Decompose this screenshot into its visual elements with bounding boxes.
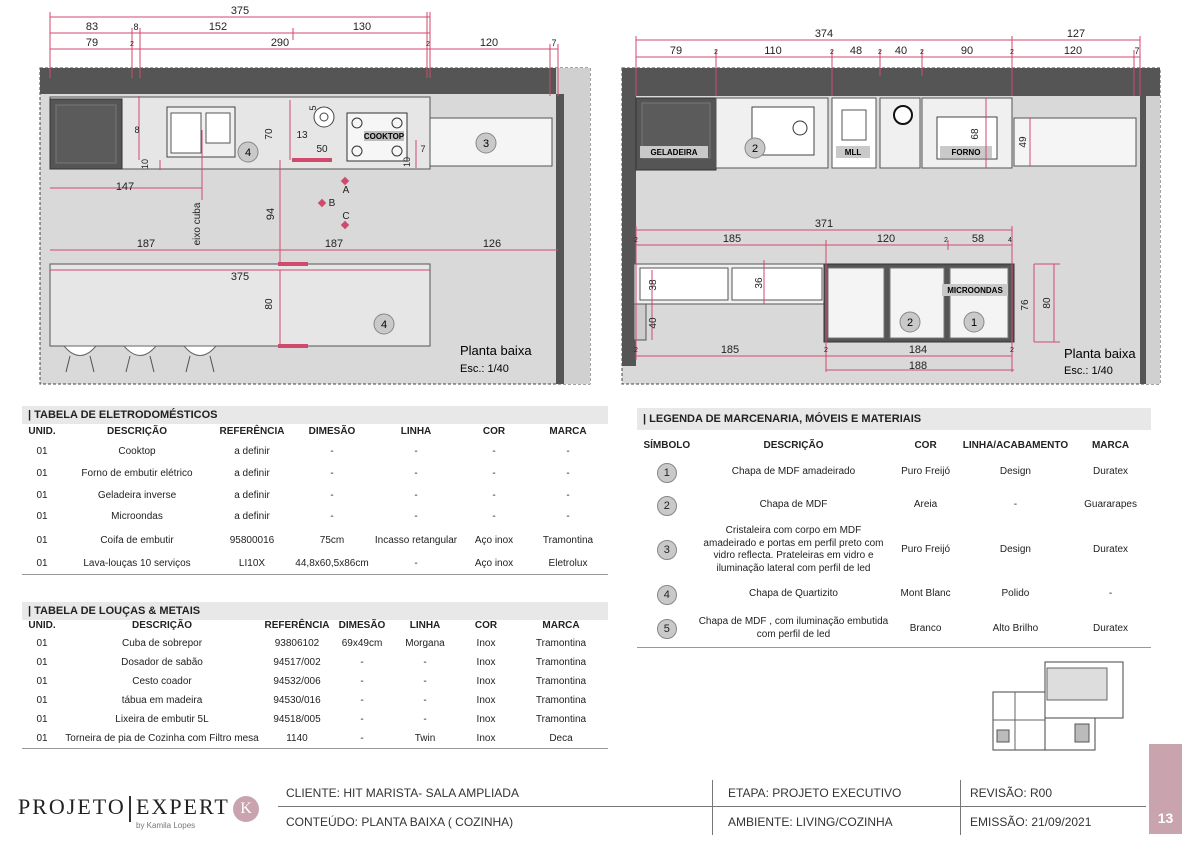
cell: Forno de embutir elétrico — [81, 467, 193, 479]
cell: Areia — [913, 499, 938, 511]
header-unid: UNID. — [28, 426, 56, 437]
r-dim-184: 184 — [908, 344, 928, 356]
r-dim-2c: 2 — [878, 49, 882, 56]
r-dim-110: 110 — [764, 45, 782, 57]
r-dim-2a: 2 — [714, 49, 718, 56]
cell: Guararapes — [1084, 499, 1137, 511]
brand-name-2: EXPERT — [136, 794, 230, 819]
cell: 01 — [36, 445, 48, 457]
label-geladeira: GELADEIRA — [650, 148, 698, 157]
cell: a definir — [234, 489, 270, 501]
table-row — [637, 489, 1151, 522]
dim-top-2b: 2 — [426, 41, 430, 48]
cell: - — [566, 445, 570, 457]
cell: - — [492, 445, 496, 457]
dim-top-8: 8 — [133, 22, 139, 32]
header-linha: LINHA — [400, 426, 432, 437]
footer-revisao: REVISÃO: R00 — [970, 786, 1053, 800]
cell: - — [414, 445, 418, 457]
footer-cliente: CLIENTE: HIT MARISTA- SALA AMPLIADA — [286, 786, 519, 800]
footer-vdivider-2 — [960, 780, 961, 835]
table-row — [637, 522, 1151, 578]
cell: - — [414, 510, 418, 522]
r-dim-2d: 2 — [920, 49, 924, 56]
table-row — [22, 672, 608, 691]
cell: Morgana — [405, 638, 445, 649]
cell: Inox — [458, 729, 514, 748]
table-row — [22, 729, 608, 748]
cell: 94518/005 — [273, 714, 321, 725]
page-number-tab — [1149, 744, 1182, 834]
cell: Polido — [1001, 588, 1030, 600]
header-referencia: REFERÊNCIA — [219, 426, 285, 437]
r-dim-7: 7 — [1134, 46, 1140, 56]
cell: 44,8x60,5x86cm — [292, 554, 372, 574]
point-a: A — [342, 185, 350, 196]
cell: Inox — [476, 695, 496, 706]
table-row — [22, 634, 608, 653]
cell: 01 — [36, 695, 48, 706]
key-plan-thumbnail — [985, 660, 1125, 756]
footer-etapa: ETAPA: PROJETO EXECUTIVO — [728, 786, 902, 800]
header-dimesao: DIMESÃO — [308, 426, 356, 437]
right-plan-label: Planta baixa — [1064, 346, 1136, 361]
cell: Incasso retangular — [374, 534, 458, 546]
footer-vdivider-1 — [712, 780, 713, 835]
cell: 01 — [22, 729, 62, 748]
cell: Alto Brilho — [961, 611, 1070, 647]
cell: Chapa de Quartizito — [749, 588, 838, 600]
dim-cab-5: 5 — [308, 105, 318, 111]
header-descricao: DESCRIÇÃO — [106, 426, 167, 437]
cell: Torneira de pia de Cozinha com Filtro mesa — [62, 729, 262, 748]
cell: Lava-louças 10 serviços — [62, 554, 212, 574]
dim-cab-7: 7 — [420, 144, 426, 154]
symbol-4-counter: 4 — [244, 147, 252, 159]
cell: - — [330, 510, 334, 522]
table-row — [22, 554, 608, 574]
cell: 01 — [36, 638, 48, 649]
r-symbol-2-lower: 2 — [906, 317, 914, 329]
cell: - — [360, 714, 364, 725]
cell: Cristaleira com corpo em MDF amadeirado e portas em perfil preto com vidro reflecta. Prateleiras em vidro e iluminação lateral com perfil de led — [703, 525, 884, 574]
r-dim-4: 4 — [1008, 237, 1012, 244]
brand-divider — [129, 796, 131, 822]
page-number: 13 — [1157, 810, 1174, 826]
cell: - — [423, 676, 427, 687]
dim-top-79: 79 — [85, 37, 99, 49]
label-forno: FORNO — [951, 148, 981, 157]
cell: Twin — [392, 729, 458, 748]
cell: 69x49cm — [341, 638, 383, 649]
cell: 01 — [36, 534, 48, 546]
r-dim-68: 68 — [970, 128, 981, 140]
right-plan-scale: Esc.: 1/40 — [1064, 365, 1113, 377]
symbol-3: 3 — [482, 138, 490, 150]
r-symbol-1: 1 — [970, 317, 978, 329]
cell: - — [566, 489, 570, 501]
table-row — [637, 456, 1151, 489]
header-cor: COR — [914, 439, 937, 451]
cell: - — [492, 489, 496, 501]
cell: Mont Blanc — [900, 588, 951, 600]
cell: Lixeira de embutir 5L — [115, 714, 209, 725]
cell: Aço inox — [460, 554, 528, 574]
brand-k-icon: K — [233, 796, 259, 822]
left-plan-label: Planta baixa — [460, 343, 532, 358]
dim-top-120: 120 — [479, 37, 499, 49]
r-dim-bot-2a: 2 — [634, 347, 638, 354]
legend-symbol: 3 — [657, 540, 677, 560]
table-row — [22, 691, 608, 710]
cell: Tramontina — [535, 676, 587, 687]
r-dim-185a: 185 — [722, 233, 742, 245]
r-dim-58: 58 — [971, 233, 985, 245]
cell: Tramontina — [535, 638, 587, 649]
dim-cab-50: 50 — [316, 144, 328, 155]
r-dim-mid-2b: 2 — [944, 237, 948, 244]
cell: a definir — [234, 445, 270, 457]
cell: Inox — [476, 714, 496, 725]
header-simbolo: SÍMBOLO — [643, 439, 691, 451]
cell: 1140 — [262, 729, 332, 748]
point-c: C — [342, 211, 350, 222]
dim-top-2a: 2 — [130, 41, 134, 48]
cell: tábua em madeira — [121, 695, 203, 706]
r-dim-120b: 120 — [876, 233, 896, 245]
cell: Cesto coador — [132, 676, 192, 687]
table-row — [22, 440, 608, 462]
cell: 01 — [36, 467, 48, 479]
brand-subtitle: by Kamila Lopes — [136, 821, 196, 830]
r-dim-bot-2b: 2 — [824, 347, 828, 354]
cell: - — [1108, 588, 1113, 600]
dim-island-375: 375 — [230, 271, 250, 283]
cell: 75cm — [319, 534, 345, 546]
header-cor: COR — [482, 426, 506, 437]
r-dim-40b: 40 — [648, 317, 659, 329]
header-marca: MARCA — [1091, 439, 1130, 451]
dim-cab-70: 70 — [264, 128, 275, 140]
r-dim-374: 374 — [814, 28, 834, 40]
cell: - — [360, 657, 364, 668]
cell: - — [330, 467, 334, 479]
r-dim-127: 127 — [1066, 28, 1086, 40]
header-descricao: DESCRIÇÃO — [763, 439, 824, 451]
table-row — [22, 526, 608, 554]
header-cor: COR — [474, 620, 498, 631]
r-dim-371: 371 — [814, 218, 834, 230]
r-dim-40: 40 — [894, 45, 908, 57]
r-dim-48: 48 — [849, 45, 863, 57]
dim-island-80: 80 — [264, 298, 275, 310]
cell: Duratex — [1070, 611, 1151, 647]
cooktop-label: COOKTOP — [363, 132, 405, 141]
header-unid: UNID. — [28, 620, 56, 631]
dim-top-290: 290 — [270, 37, 290, 49]
r-dim-120: 120 — [1063, 45, 1083, 57]
r-dim-76: 76 — [1020, 299, 1031, 311]
cell: Tramontina — [535, 657, 587, 668]
cell: a definir — [234, 510, 270, 522]
cell: Cooktop — [118, 445, 156, 457]
cell: LI10X — [212, 554, 292, 574]
header-referencia: REFERÊNCIA — [264, 620, 330, 631]
cell: - — [566, 467, 570, 479]
legend-symbol: 4 — [657, 585, 677, 605]
cell: - — [423, 657, 427, 668]
cell: 93806102 — [274, 638, 320, 649]
cell: Chapa de MDF amadeirado — [731, 466, 856, 478]
cell: Dosador de sabão — [121, 657, 203, 668]
header-marca: MARCA — [549, 426, 587, 437]
cell: - — [414, 467, 418, 479]
table-row — [22, 710, 608, 729]
header-linha: LINHA — [409, 620, 441, 631]
header-dimesao: DIMESÃO — [338, 620, 386, 631]
cell: Inox — [476, 638, 496, 649]
table-row — [22, 462, 608, 484]
cell: - — [1013, 499, 1018, 511]
r-symbol-2-upper: 2 — [751, 143, 759, 155]
cell: 01 — [36, 489, 48, 501]
cell: 94517/002 — [273, 657, 321, 668]
r-dim-49: 49 — [1018, 136, 1029, 148]
dim-cab-13: 13 — [296, 130, 308, 141]
r-dim-188: 188 — [908, 360, 928, 372]
cell: Chapa de MDF , com iluminação embutida com perfil de led — [697, 611, 891, 647]
footer-ambiente: AMBIENTE: LIVING/COZINHA — [728, 815, 893, 829]
dim-cab-8: 8 — [134, 125, 140, 135]
footer-emissao: EMISSÃO: 21/09/2021 — [970, 815, 1092, 829]
cell: Design — [999, 466, 1031, 478]
r-dim-mid-2: 2 — [634, 237, 638, 244]
cell: Aço inox — [474, 534, 514, 546]
dim-top-83: 83 — [85, 21, 99, 33]
cell: Tramontina — [535, 695, 587, 706]
cell: Coifa de embutir — [100, 534, 174, 546]
cell: 01 — [36, 714, 48, 725]
r-dim-36: 36 — [754, 277, 765, 289]
legend-table — [637, 434, 1151, 648]
cell: Duratex — [1093, 543, 1129, 555]
cell: a definir — [234, 467, 270, 479]
cell: Tramontina — [542, 534, 594, 546]
cell: Microondas — [111, 510, 163, 522]
table-row — [22, 484, 608, 506]
cell: Inox — [476, 657, 496, 668]
dim-187b: 187 — [324, 238, 344, 250]
cell: 01 — [36, 510, 48, 522]
cell: - — [360, 695, 364, 706]
cell: - — [372, 554, 460, 574]
dim-147: 147 — [115, 181, 135, 193]
dim-94: 94 — [265, 207, 277, 221]
fixtures-table — [22, 617, 608, 749]
r-dim-185b: 185 — [720, 344, 740, 356]
cell: Puro Freijó — [901, 466, 951, 478]
legend-table-title: | LEGENDA DE MARCENARIA, MÓVEIS E MATERIAIS — [637, 408, 1151, 430]
r-dim-79: 79 — [669, 45, 683, 57]
dim-total-top: 375 — [230, 5, 250, 17]
dim-cab-10b: 10 — [402, 156, 412, 168]
symbol-4-island: 4 — [380, 319, 388, 331]
cell: Branco — [890, 611, 960, 647]
cell: Geladeira inverse — [97, 489, 177, 501]
point-b: B — [328, 198, 336, 209]
table-row — [637, 578, 1151, 611]
cell: - — [423, 714, 427, 725]
dim-cab-10a: 10 — [140, 158, 150, 170]
cell: - — [330, 489, 334, 501]
r-dim-bot-2c: 2 — [1010, 347, 1014, 354]
cell: Design — [999, 543, 1031, 555]
table-row — [22, 506, 608, 526]
brand-name: PROJETO — [18, 794, 126, 819]
cell: - — [332, 729, 392, 748]
legend-symbol: 5 — [657, 619, 677, 639]
cell: 94532/006 — [273, 676, 321, 687]
cell: - — [492, 510, 496, 522]
appliances-table — [22, 423, 608, 575]
cell: Eletrolux — [528, 554, 608, 574]
cell: 01 — [36, 657, 48, 668]
header-linha-acabamento: LINHA/ACABAMENTO — [962, 439, 1069, 451]
cell: 94530/016 — [273, 695, 321, 706]
cell: 95800016 — [229, 534, 275, 546]
header-marca: MARCA — [542, 620, 580, 631]
cell: - — [423, 695, 427, 706]
dim-187a: 187 — [136, 238, 156, 250]
cell: Duratex — [1093, 466, 1129, 478]
fixtures-table-title: | TABELA DE LOUÇAS & METAIS — [22, 602, 608, 620]
cell: Cuba de sobrepor — [121, 638, 203, 649]
r-dim-90: 90 — [960, 45, 974, 57]
footer-conteudo: CONTEÚDO: PLANTA BAIXA ( COZINHA) — [286, 815, 514, 829]
table-row — [22, 653, 608, 672]
cell: - — [330, 445, 334, 457]
table-row — [637, 611, 1151, 647]
cell: Chapa de MDF — [759, 499, 828, 511]
legend-symbol: 2 — [657, 496, 677, 516]
cell: 01 — [36, 676, 48, 687]
brand-logo — [18, 794, 268, 834]
appliances-table-title: | TABELA DE ELETRODOMÉSTICOS — [22, 406, 608, 424]
right-floor-plan — [0, 0, 1196, 395]
cell: - — [566, 510, 570, 522]
header-descricao: DESCRIÇÃO — [131, 620, 192, 631]
r-dim-80: 80 — [1042, 297, 1053, 309]
label-mll: MLL — [844, 148, 862, 157]
cell: Puro Freijó — [901, 543, 951, 555]
cell: - — [360, 676, 364, 687]
cell: - — [414, 489, 418, 501]
left-plan-scale: Esc.: 1/40 — [460, 363, 509, 375]
r-dim-2e: 2 — [1010, 49, 1014, 56]
label-microondas: MICROONDAS — [947, 286, 1003, 295]
cell: Deca — [514, 729, 608, 748]
dim-126: 126 — [482, 238, 502, 250]
cell: - — [492, 467, 496, 479]
r-dim-38: 38 — [648, 279, 659, 291]
cell: Tramontina — [535, 714, 587, 725]
legend-symbol: 1 — [657, 463, 677, 483]
r-dim-2b: 2 — [830, 49, 834, 56]
dim-top-7: 7 — [551, 38, 557, 48]
cell: 01 — [22, 554, 62, 574]
dim-top-130: 130 — [352, 21, 372, 33]
dim-top-152: 152 — [208, 21, 228, 33]
cell: Inox — [476, 676, 496, 687]
eixo-cuba-label: eixo cuba — [192, 202, 203, 246]
